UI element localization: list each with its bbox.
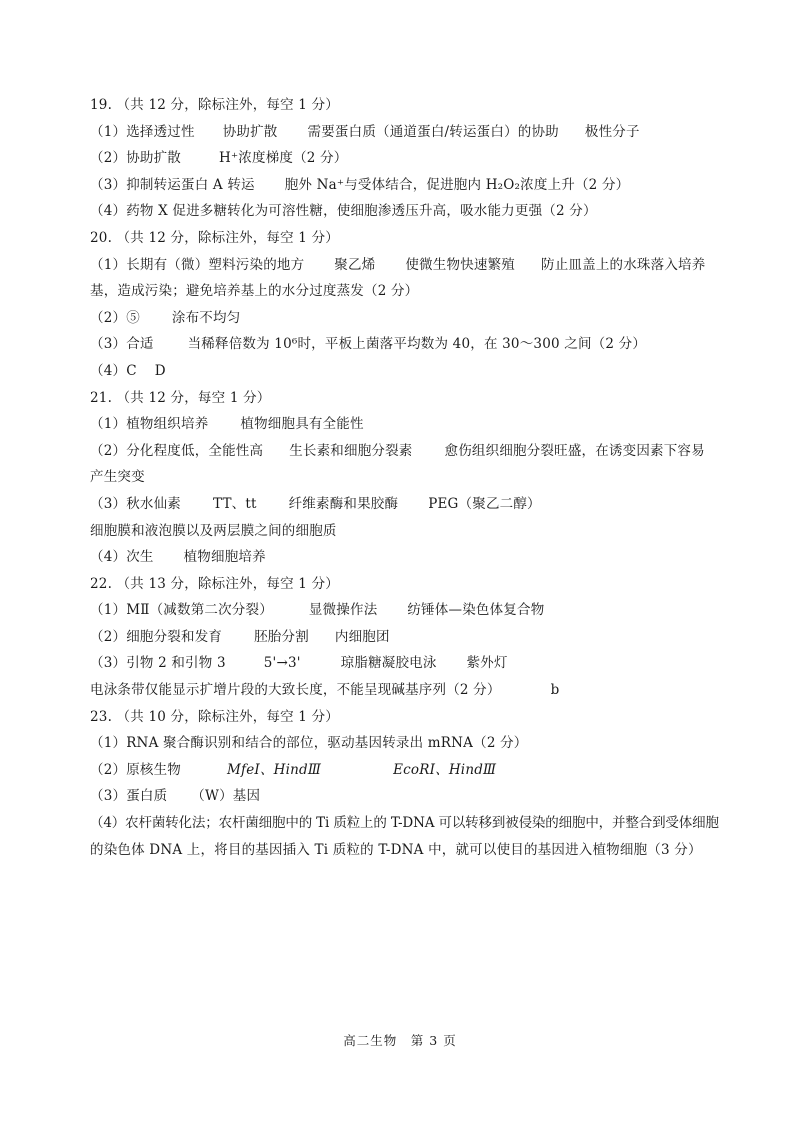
answer-text: （2）分化程度低，全能性高 (90, 442, 264, 459)
answer-text: （1）植物组织培养 (90, 416, 209, 433)
page-footer: 高二生物 第 3 页 (343, 1033, 457, 1048)
answer-text: （2）原核生物 (90, 761, 181, 778)
answer-text: （W）基因 (191, 788, 261, 805)
answer-text: 纤维素酶和果胶酶 (288, 495, 399, 512)
q20-part3 (90, 331, 730, 358)
answer-text: （4）C (90, 362, 137, 379)
q21-part1 (90, 411, 730, 438)
answer-text: 内细胞团 (334, 628, 390, 645)
answer-text: （3）秋水仙素 (90, 495, 181, 512)
question-19-header: 19. （共 12 分，除标注外，每空 1 分） (90, 97, 339, 113)
q21-part4 (90, 544, 730, 571)
question-23-header: 23. （共 10 分，除标注外，每空 1 分） (90, 708, 339, 725)
answer-text: 防止皿盖上的水珠落入培养 (541, 256, 706, 273)
answer-text: （3）引物 2 和引物 3 (90, 655, 226, 672)
answer-text: 琼脂糖凝胶电泳 (340, 655, 437, 672)
question-20-header: 20. （共 12 分，除标注外，每空 1 分） (90, 229, 339, 246)
answer-text: （3）蛋白质 (90, 788, 168, 805)
q22-part2 (90, 624, 730, 651)
answer-text: 胞外 Na⁺与受体结合，促进胞内 H₂O₂浓度上升（2 分） (284, 176, 630, 193)
q23-part4-cont: 的染色体 DNA 上，将目的基因插入 Ti 质粒的 T-DNA 中，就可以使目的基因进入植物细胞（3 分） (90, 841, 702, 858)
q19-part2 (90, 145, 730, 172)
answer-text: 使微生物快速繁殖 (405, 256, 516, 273)
answer-text: 愈伤组织细胞分裂旺盛，在诱变因素下容易 (444, 442, 705, 459)
answer-text: 植物细胞具有全能性 (240, 416, 364, 433)
answer-text: 显微操作法 (308, 602, 378, 619)
answer-text: 当稀释倍数为 10⁶时，平板上菌落平均数为 40，在 30～300 之间（2 分） (187, 336, 647, 353)
q21-part2 (90, 438, 730, 465)
answer-text: 生长素和细胞分裂素 (289, 442, 413, 459)
q19-part1 (90, 119, 730, 146)
answer-text: H⁺浓度梯度（2 分） (219, 150, 348, 167)
answer-content (90, 92, 730, 863)
answer-text: （2）⑤ (90, 309, 140, 326)
answer-text: 植物细胞培养 (183, 549, 266, 566)
q21-part3 (90, 491, 730, 518)
answer-text: 协助扩散 (222, 123, 278, 140)
q20-part1 (90, 252, 730, 279)
q23-part2 (90, 757, 730, 784)
question-21-header: 21. （共 12 分，每空 1 分） (90, 389, 271, 406)
q23-part3 (90, 783, 730, 810)
answer-text: 胚胎分割 (254, 628, 309, 645)
answer-text: 极性分子 (584, 123, 640, 140)
question-22-header: 22. （共 13 分，除标注外，每空 1 分） (90, 575, 339, 592)
answer-text: 涂布不均匀 (171, 309, 241, 326)
answer-text: （3）合适 (90, 336, 154, 353)
q21-part3-cont: 细胞膜和液泡膜以及两层膜之间的细胞质 (90, 522, 337, 539)
answer-text: TT、tt (213, 495, 257, 512)
answer-text: MfeⅠ、HindⅢ (227, 761, 322, 778)
answer-text: 纺锤体—染色体复合物 (407, 602, 545, 619)
q22-part3 (90, 650, 730, 677)
q19-part3 (90, 172, 730, 199)
answer-text: （1）MⅡ（减数第二次分裂） (90, 602, 273, 619)
answer-text: 5'→3' (263, 655, 301, 672)
answer-text: （2）协助扩散 (90, 150, 181, 167)
q21-part2-cont: 产生突变 (90, 469, 145, 486)
answer-text: b (550, 682, 560, 699)
answer-text: （1）选择透过性 (90, 123, 195, 140)
answer-text: （3）抑制转运蛋白 A 转运 (90, 176, 255, 193)
answer-text: EcoRⅠ、HindⅢ (393, 761, 497, 778)
q23-part1: （1）RNA 聚合酶识别和结合的部位，驱动基因转录出 mRNA（2 分） (90, 735, 528, 752)
q22-part3-cont (90, 677, 730, 704)
answer-text: D (154, 362, 166, 379)
answer-text: （4）次生 (90, 549, 154, 566)
answer-text: （2）细胞分裂和发育 (90, 628, 223, 645)
q20-part1-cont: 基，造成污染；避免培养基上的水分过度蒸发（2 分） (90, 283, 419, 300)
answer-text: 电泳条带仅能显示扩增片段的大致长度，不能呈现碱基序列（2 分） (90, 682, 501, 699)
answer-text: PEG（聚乙二醇） (428, 495, 541, 512)
q19-part4: （4）药物 X 促进多糖转化为可溶性糖，使细胞渗透压升高，吸水能力更强（2 分） (90, 203, 597, 220)
answer-text: 聚乙烯 (334, 256, 376, 273)
answer-text: （1）长期有（微）塑料污染的地方 (90, 256, 305, 273)
q23-part4: （4）农杆菌转化法；农杆菌细胞中的 Ti 质粒上的 T-DNA 可以转移到被侵染的细胞中，并整合到受体细胞 (90, 815, 719, 832)
answer-text: 紫外灯 (466, 655, 508, 672)
q20-part4 (90, 358, 730, 385)
answer-text: 需要蛋白质（通道蛋白/转运蛋白）的协助 (307, 123, 559, 140)
q22-part1 (90, 597, 730, 624)
q20-part2 (90, 305, 730, 332)
